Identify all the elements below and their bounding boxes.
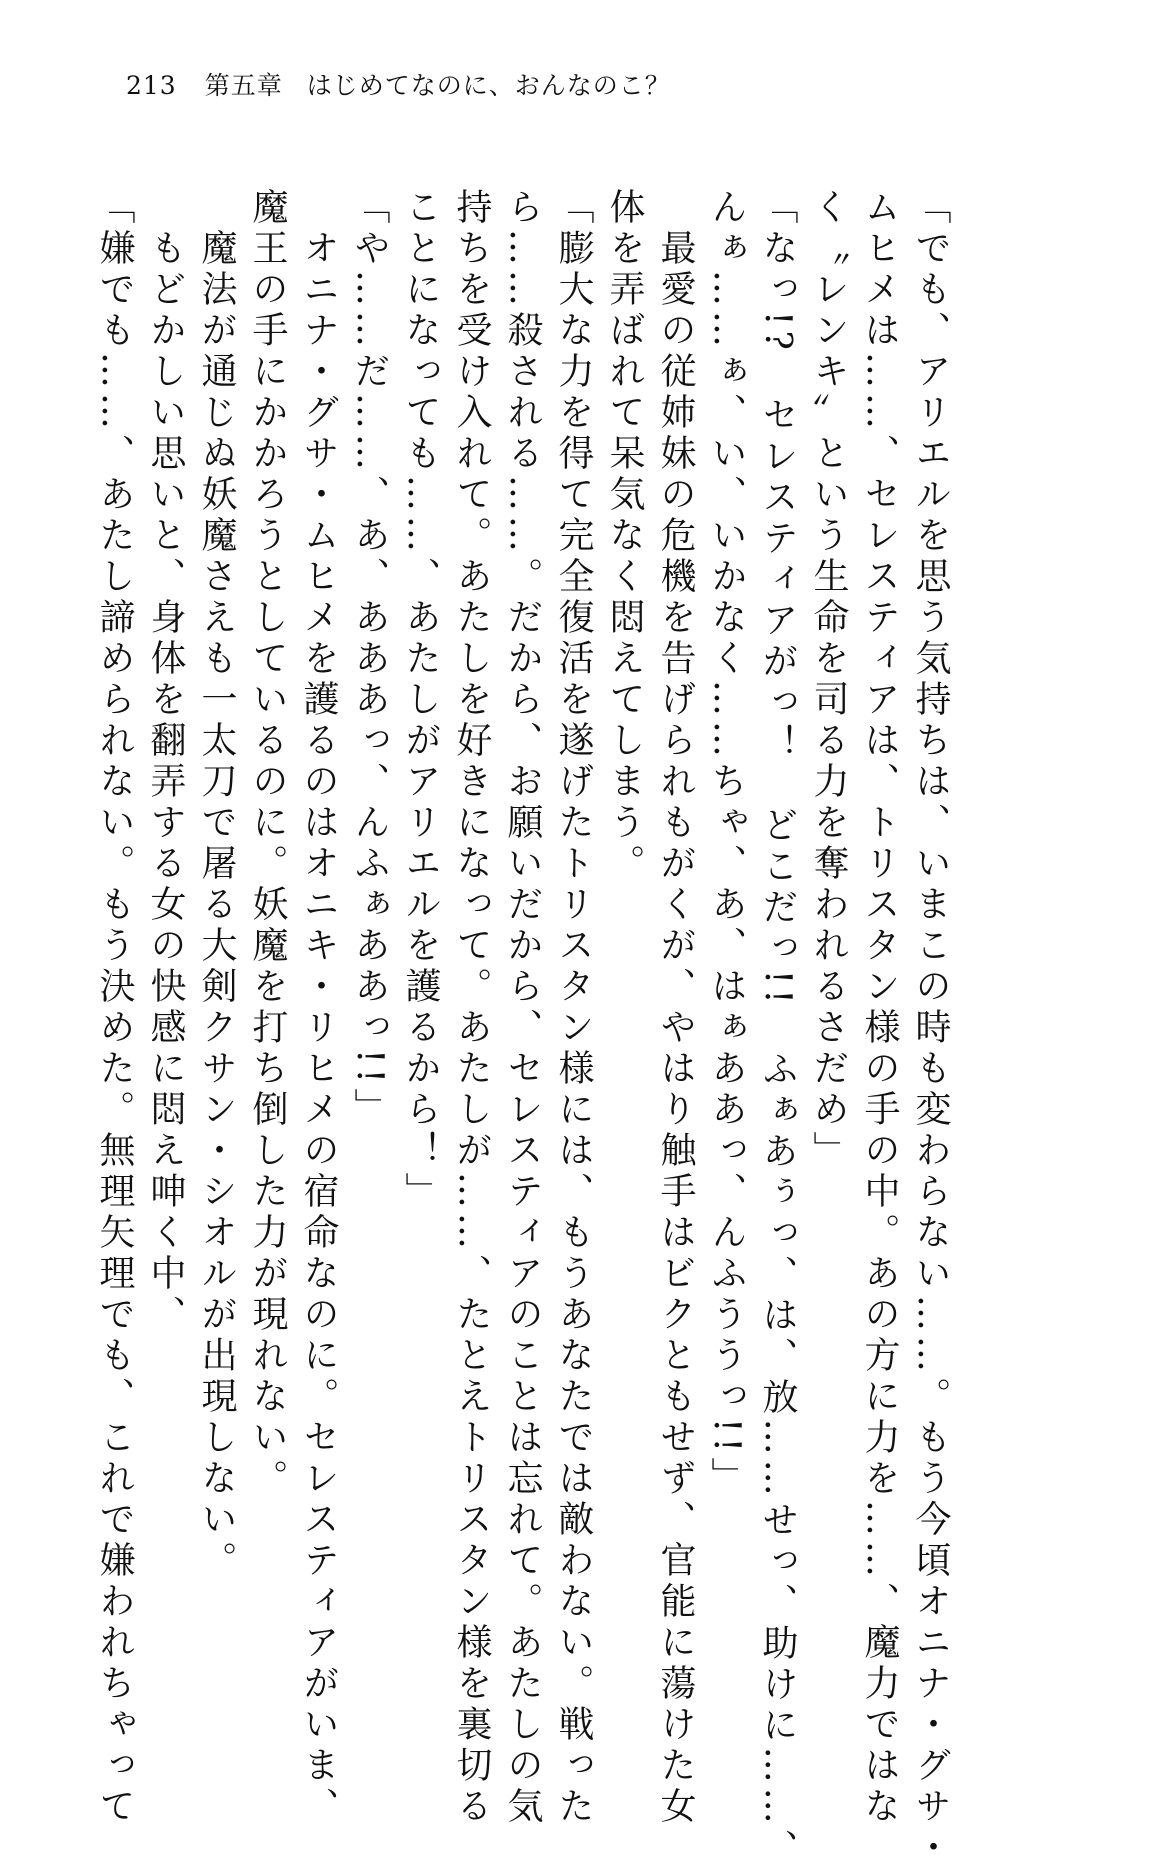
text-line: 魔王の手にかかろうとしているのに。妖魔を打ち倒した力が現れない。 [247, 188, 288, 1500]
text-line: 「でも、アリエルを思う気持ちは、いまこの時も変わらない……。もう今頃オニナ・グサ・ [910, 188, 951, 1869]
text-line: ムヒメは……、セレスティアは、トリスタン様の手の中。あの方に力を……、魔力ではな [859, 188, 900, 1828]
text-line: 持ちを受け入れて。あたしを好きになって。あたしが……、たとえトリスタン様を裏切る [451, 188, 492, 1828]
text-line: もどかしい思いと、身体を翻弄する女の快感に悶え呻く中、 [145, 188, 186, 1336]
text-line: 「膨大な力を得て完全復活を遂げたトリスタン様には、もうあなたでは敵わない。戦った [553, 188, 594, 1828]
vertical-body-text [94, 188, 952, 1870]
page-number: 213 [126, 71, 177, 100]
text-line: 体を弄ばれて呆気なく悶えてしまう。 [604, 188, 645, 885]
text-line: ら……殺される……。だから、お願いだから、セレスティアのことは忘れて。あたしの気 [502, 188, 543, 1828]
text-line: ことになっても……、あたしがアリエルを護るから！」 [400, 188, 441, 1213]
text-line: 「なっ!? セレスティアがっ！ どこだっ!! ふぁあぅっ、は、放……せっ、助けに……、 [757, 188, 798, 1870]
text-line: く〝レンキ〟という生命を司る力を奪われるさだめ」 [808, 188, 849, 1172]
text-line: オニナ・グサ・ムヒメを護るのはオニキ・リヒメの宿命なのに。セレスティアがいま、 [298, 188, 339, 1828]
text-line: 魔法が通じぬ妖魔さえも一太刀で屠る大剣クサン・シオルが出現しない。 [196, 188, 237, 1582]
running-header [126, 68, 671, 104]
chapter-label: 第五章 [204, 71, 283, 100]
chapter-title: はじめてなのに、おんなのこ？ [306, 71, 671, 100]
text-line: 最愛の従姉妹の危機を告げられもがくが、やはり触手はビクともせず、官能に蕩けた女 [655, 188, 696, 1828]
text-line: 「や……だ……、あ、あああっ、んふぁああっ!!」 [349, 188, 390, 1129]
text-line: 「嫌でも……、あたし諦められない。もう決めた。無理矢理でも、これで嫌われちゃって [94, 188, 135, 1828]
text-line: んぁ……ぁ、い、いかなく……ちゃ、あ、はぁああっ、んふううっ!!」 [706, 188, 747, 1498]
